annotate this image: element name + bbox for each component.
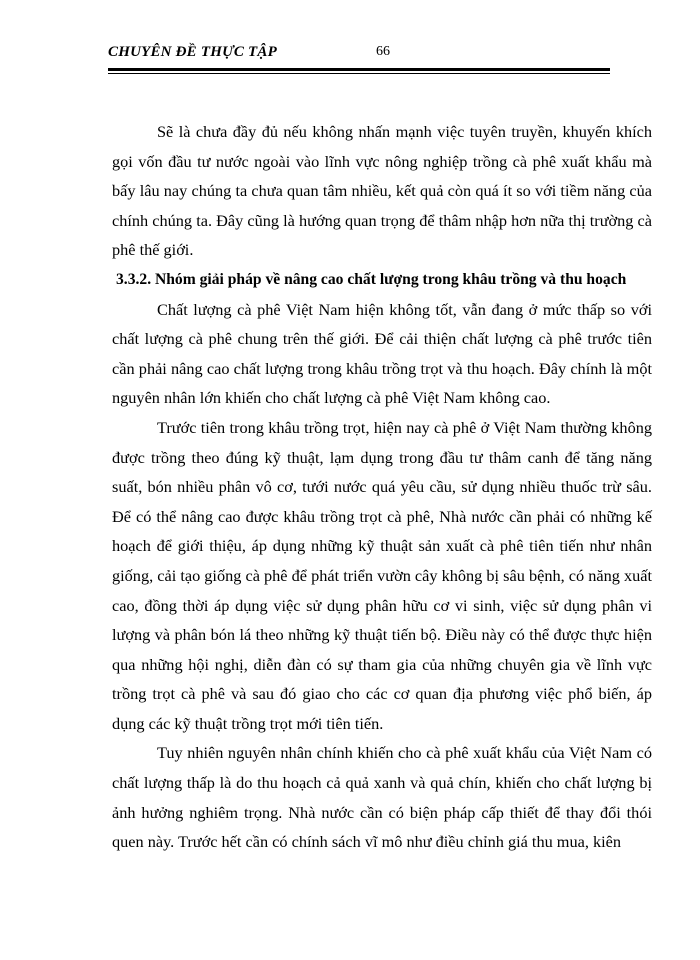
paragraph-1: Sẽ là chưa đầy đủ nếu không nhấn mạnh việc tuyên truyền, khuyến khích gọi vốn đầu tư nước ngoài vào lĩnh vực nông nghiệp trồng cà phê xuất khẩu mà bấy lâu nay chúng ta chưa quan tâm nhiều, kết quả còn quá ít so với tiềm năng của chính chúng ta. Đây cũng là hướng quan trọng để thâm nhập hơn nữa thị trường cà phê thế giới.: [112, 122, 652, 260]
page-number: 66: [376, 44, 390, 59]
header-title: CHUYÊN ĐỀ THỰC TẬP: [108, 44, 277, 60]
header-rule-thin: [108, 73, 610, 74]
paragraph-3: Trước tiên trong khâu trồng trọt, hiện nay cà phê ở Việt Nam thường không được trồng theo đúng kỹ thuật, lạm dụng trong đầu tư thâm canh để tăng năng suất, bón nhiều phân vô cơ, tưới nước quá yêu cầu, sử dụng nhiều thuốc trừ sâu. Để có thể nâng cao được khâu trồng trọt cà phê, Nhà nước cần phải có những kế hoạch để giới thiệu, áp dụng những kỹ thuật sản xuất cà phê tiên tiến như nhân giống, cải tạo giống cà phê để phát triển vườn cây không bị sâu bệnh, có năng xuất cao, đồng thời áp dụng việc sử dụng phân hữu cơ vi sinh, việc sử dụng phân vi lượng và phân bón lá theo những kỹ thuật tiến bộ. Điều này có thể được thực hiện qua những hội nghị, diễn đàn có sự tham gia của những chuyên gia về lĩnh vực trồng trọt cà phê và sau đó giao cho các cơ quan địa phương việc phổ biến, áp dụng các kỹ thuật trồng trọt mới tiên tiến.: [112, 417, 652, 733]
paragraph-4: Tuy nhiên nguyên nhân chính khiến cho cà phê xuất khẩu của Việt Nam có chất lượng thấp là do thu hoạch cả quả xanh và quả chín, khiến cho chất lượng bị ảnh hưởng nghiêm trọng. Nhà nước cần có biện pháp cấp thiết để thay đổi thói quen này. Trước hết cần có chính sách vĩ mô như điều chỉnh giá thu mua, kiên: [112, 743, 652, 852]
body-text: [112, 117, 652, 857]
header-rule-thick: [108, 68, 610, 71]
page-header: [108, 40, 610, 68]
section-heading: 3.3.2. Nhóm giải pháp về nâng cao chất lượng trong khâu trồng và thu hoạch: [116, 270, 627, 288]
paragraph-2: Chất lượng cà phê Việt Nam hiện không tốt, vẫn đang ở mức thấp so với chất lượng cà phê chung trên thế giới. Để cải thiện chất lượng cà phê trước tiên cần phải nâng cao chất lượng trong khâu trồng trọt và thu hoạch. Đây chính là một nguyên nhân lớn khiến cho chất lượng cà phê Việt Nam không cao.: [112, 299, 652, 408]
